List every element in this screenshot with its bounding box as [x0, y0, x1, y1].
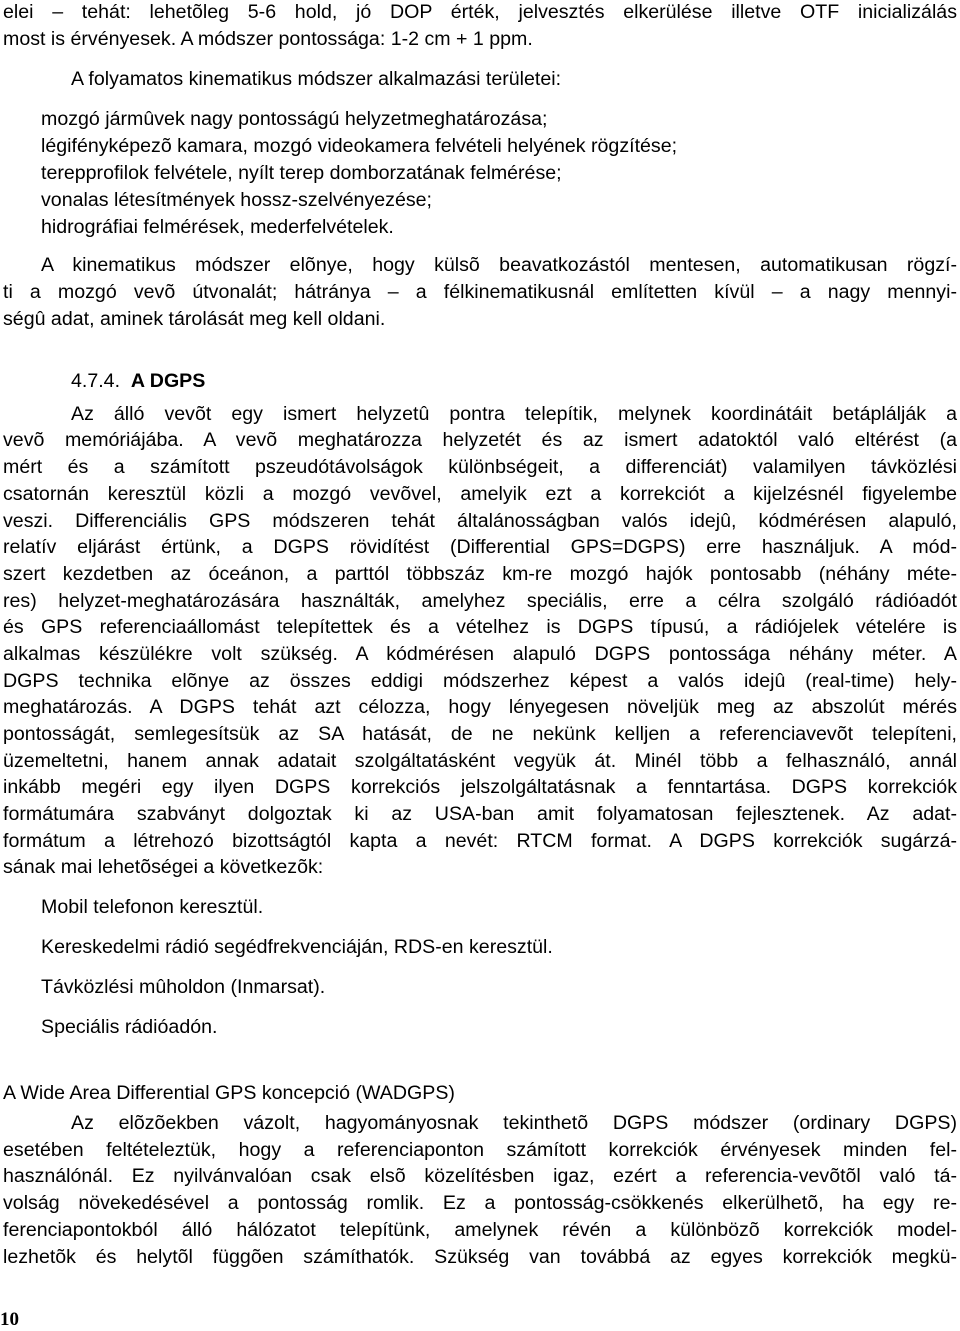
section-title: A DGPS — [130, 370, 206, 392]
intro-line: most is érvényesek. A módszer pontossága: 1-2 cm + 1 ppm. — [3, 28, 533, 50]
subsection-heading: A Wide Area Differential GPS koncepció (WADGPS) — [3, 1082, 455, 1104]
page-number: 10 — [0, 1309, 19, 1330]
paragraph-line: csatornán keresztül közli a mozgó vevõvel, amelyik ezt a korrekciót a kijelzésnél figyelembe — [3, 483, 957, 505]
paragraph-line: szert kezdetben az óceánon, a parttól többszáz km-re mozgó hajók pontosabb (néhány méte- — [3, 563, 957, 585]
paragraph-line: DGPS technika elõnye az összes eddigi módszerhez képest a valós idejû (real-time) hely- — [3, 670, 957, 692]
paragraph-line: sának mai lehetõségei a következõk: — [3, 856, 324, 878]
paragraph-line: res) helyzet-meghatározására használták, amelyhez speciális, erre a célra szolgáló rádióadót — [3, 590, 957, 612]
list-item: terepprofilok felvétele, nyílt terep domborzatának felmérése; — [41, 162, 562, 184]
paragraph-line: használónál. Ez nyilvánvalóan csak elsõ közelítésben igaz, ezért a referencia-vevõtõl való tá- — [3, 1165, 957, 1187]
paragraph-line: volság növekedésével a pontosság romlik. Ez a pontosság-csökkenés elkerülhetõ, ha egy re- — [3, 1192, 957, 1214]
paragraph-line: és GPS referenciaállomást telepítettek és a vételhez is DGPS típusú, a rádiójelek vételére is — [3, 616, 957, 638]
paragraph-line: esetében feltételeztük, hogy a referenciaponton számított korrekciók érvényesek minden fel- — [3, 1139, 957, 1161]
paragraph-line: formátum a létrehozó bizottságtól kapta a nevét: RTCM format. A DGPS korrekciók sugárzá- — [3, 830, 957, 852]
section-number: 4.7.4. — [71, 370, 121, 392]
applications-heading: A folyamatos kinematikus módszer alkalmazási területei: — [71, 68, 562, 90]
section-heading — [71, 368, 205, 395]
paragraph-line: lezhetõk és helytõl függõen számíthatók. Szükség van továbbá az egyes korrekciók megkü- — [3, 1246, 957, 1268]
list-item: Távközlési mûholdon (Inmarsat). — [41, 976, 326, 998]
list-item: Kereskedelmi rádió segédfrekvenciáján, RDS-en keresztül. — [41, 936, 553, 958]
paragraph-line: üzemeltetni, hanem annak adatait szolgáltatásként vegyük át. Minél több a felhasználó, annál — [3, 750, 957, 772]
paragraph-line: ferenciapontokból álló hálózatot telepítünk, amelynek révén a különbözõ korrekciók model- — [3, 1219, 957, 1241]
paragraph-line: alkalmas készülékre volt szükség. A kódmérésen alapuló DGPS pontossága néhány méter. A — [3, 643, 957, 665]
paragraph-line: A kinematikus módszer elõnye, hogy külsõ beavatkozástól mentesen, automatikusan rögzí- — [41, 254, 957, 276]
list-item: Mobil telefonon keresztül. — [41, 896, 264, 918]
paragraph-line: relatív eljárást értünk, a DGPS rövidítést (Differential GPS=DGPS) erre használjuk. A mód- — [3, 536, 957, 558]
paragraph-line: Az álló vevõt egy ismert helyzetû pontra telepítik, melynek koordinátáit betáplálják a — [71, 403, 957, 425]
paragraph-line: vevõ memóriájába. A vevõ meghatározza helyzetét és az ismert adatoktól való eltérést (a — [3, 429, 957, 451]
list-item: mozgó jármûvek nagy pontosságú helyzetmeghatározása; — [41, 108, 548, 130]
list-item: Speciális rádióadón. — [41, 1016, 218, 1038]
list-item: vonalas létesítmények hossz-szelvényezése; — [41, 189, 432, 211]
paragraph-line: Az elõzõekben vázolt, hagyományosnak tekinthetõ DGPS módszer (ordinary DGPS) — [71, 1112, 957, 1134]
paragraph-line: ségû adat, aminek tárolását meg kell oldani. — [3, 308, 386, 330]
paragraph-line: pontosságát, semlegesítsük az SA hatását, de ne nekünk kelljen a referenciavevõt telepíteni, — [3, 723, 957, 745]
paragraph-line: meghatározás. A DGPS tehát azt célozza, hogy lényegesen növeljük meg az abszolút mérés — [3, 696, 957, 718]
paragraph-line: veszi. Differenciális GPS módszeren tehát általánosságban valós idejû, kódmérésen alapuló, — [3, 510, 957, 532]
list-item: hidrográfiai felmérések, mederfelvételek. — [41, 216, 394, 238]
paragraph-line: mért és a számított pszeudótávolságok különbségeit, a differenciát) valamilyen távközlési — [3, 456, 957, 478]
paragraph-line: ti a mozgó vevõ útvonalát; hátránya – a félkinematikusnál említetten kívül – a nagy mennyi- — [3, 281, 957, 303]
list-item: légifényképezõ kamara, mozgó videokamera felvételi helyének rögzítése; — [41, 135, 678, 157]
paragraph-line: inkább megéri egy ilyen DGPS korrekciós jelszolgáltatásnak a fenntartása. DGPS korrekciók — [3, 776, 957, 798]
paragraph-line: formátumára szabványt dolgoztak ki az USA-ban amit folyamatosan fejlesztenek. Az adat- — [3, 803, 957, 825]
intro-line: elei – tehát: lehetõleg 5-6 hold, jó DOP érték, jelvesztés elkerülése illetve OTF inicializálás — [3, 1, 957, 23]
